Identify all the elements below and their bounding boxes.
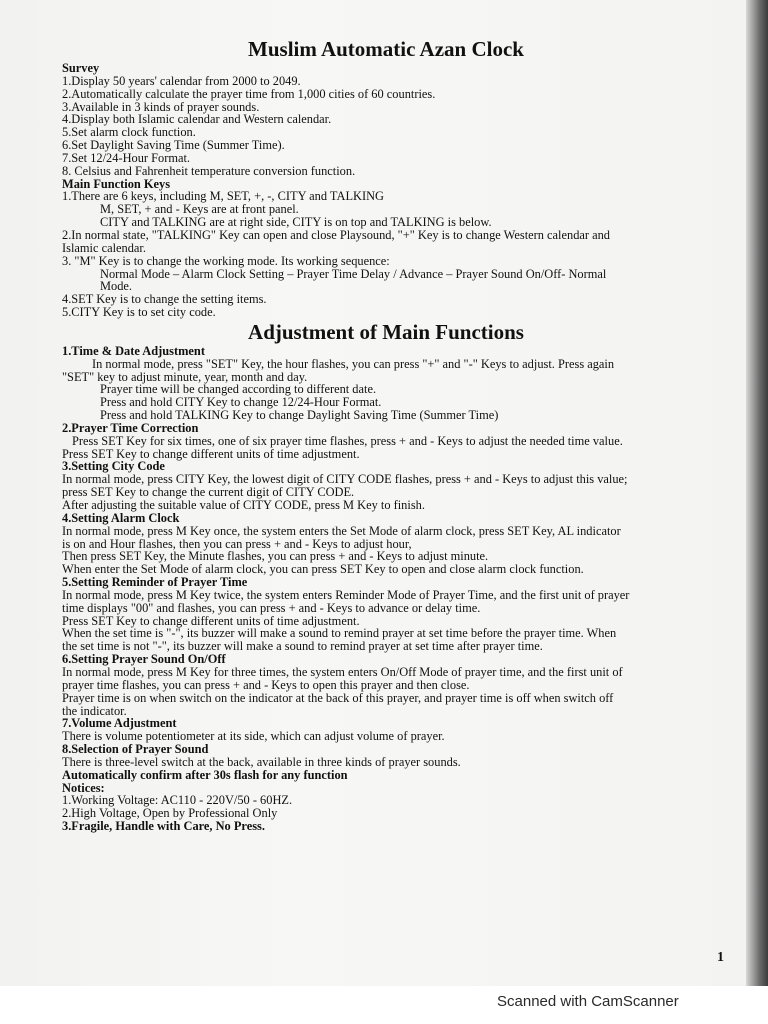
section-line: Press SET Key to change different units of time adjustment. [62, 446, 360, 461]
document-body [62, 36, 710, 833]
section-heading: 7.Volume Adjustment [62, 716, 177, 731]
survey-item: 3.Available in 3 kinds of prayer sounds. [62, 99, 260, 114]
section-line: Press and hold TALKING Key to change Daylight Saving Time (Summer Time) [100, 408, 499, 423]
survey-heading: Survey [62, 61, 100, 75]
adjustment-title: Adjustment of Main Functions [248, 319, 524, 344]
survey-item: 6.Set Daylight Saving Time (Summer Time). [62, 138, 285, 153]
section-line: prayer time flashes, you can press + and - Keys to open this prayer and then close. [62, 677, 470, 692]
keys-line: 1.There are 6 keys, including M, SET, +, -, CITY and TALKING [62, 189, 384, 204]
section-line: After adjusting the suitable value of CITY CODE, press M Key to finish. [62, 498, 425, 512]
section-line: the indicator. [62, 703, 127, 718]
survey-item: 5.Set alarm clock function. [62, 125, 196, 140]
section-line: Press SET Key to change different units of time adjustment. [62, 613, 360, 628]
section-line: When the set time is "-", its buzzer will make a sound to remind prayer at set time before the prayer time. When [62, 626, 617, 641]
section-line: There is three-level switch at the back, available in three kinds of prayer sounds. [62, 754, 461, 769]
main-keys-heading: Main Function Keys [62, 176, 171, 191]
section-heading: 2.Prayer Time Correction [62, 420, 199, 435]
keys-line: 4.SET Key is to change the setting items. [62, 292, 267, 307]
keys-line: Normal Mode – Alarm Clock Setting – Prayer Time Delay / Advance – Prayer Sound On/Off- Normal [100, 266, 607, 281]
section-heading: 6.Setting Prayer Sound On/Off [62, 652, 226, 667]
survey-item: 1.Display 50 years' calendar from 2000 to 2049. [62, 73, 301, 88]
section-line: In normal mode, press M Key once, the system enters the Set Mode of alarm clock, press SET Key, AL indicator [62, 523, 621, 538]
section-line: "SET" key to adjust minute, year, month and day. [62, 369, 308, 384]
notice-item: 1.Working Voltage: AC110 - 220V/50 - 60HZ. [62, 793, 293, 808]
section-line: Then press SET Key, the Minute flashes, you can press + and - Keys to adjust minute. [62, 549, 489, 564]
section-line: There is volume potentiometer at its side, which can adjust volume of prayer. [62, 729, 445, 744]
keys-line: M, SET, + and - Keys are at front panel. [100, 202, 299, 217]
survey-item: 7.Set 12/24-Hour Format. [62, 150, 191, 165]
notice-item: 2.High Voltage, Open by Professional Only [62, 806, 278, 821]
section-line: In normal mode, press M Key twice, the system enters Reminder Mode of Prayer Time, and the first unit of prayer [62, 587, 630, 602]
section-line: the set time is not "-", its buzzer will make a sound to remind prayer at set time after prayer time. [62, 639, 543, 654]
section-line: In normal mode, press M Key for three times, the system enters On/Off Mode of prayer time, and the first unit of [62, 664, 623, 679]
auto-confirm-note: Automatically confirm after 30s flash for any function [62, 767, 348, 782]
section-line: is on and Hour flashes, then you can press + and - Keys to adjust hour, [62, 536, 412, 551]
section-heading: 1.Time & Date Adjustment [62, 343, 205, 358]
section-line: press SET Key to change the current digit of CITY CODE. [62, 485, 355, 500]
section-heading: 4.Setting Alarm Clock [62, 510, 180, 525]
notices-heading: Notices: [62, 780, 105, 795]
section-line: Prayer time will be changed according to different date. [100, 382, 377, 397]
section-heading: 8.Selection of Prayer Sound [62, 742, 209, 757]
section-line: In normal mode, press CITY Key, the lowest digit of CITY CODE flashes, press + and - Keys to adjust this value; [62, 472, 628, 487]
notice-item: 3.Fragile, Handle with Care, No Press. [62, 819, 265, 834]
section-heading: 5.Setting Reminder of Prayer Time [62, 575, 248, 590]
page-edge-shadow [746, 0, 768, 1024]
survey-item: 2.Automatically calculate the prayer time from 1,000 cities of 60 countries. [62, 86, 436, 101]
survey-item: 4.Display both Islamic calendar and Western calendar. [62, 112, 332, 127]
keys-line: 2.In normal state, "TALKING" Key can open and close Playsound, "+" Key is to change Western calendar and [62, 227, 610, 242]
keys-line: CITY and TALKING are at right side, CITY is on top and TALKING is below. [100, 215, 492, 230]
section-heading: 3.Setting City Code [62, 459, 165, 474]
section-line: Prayer time is on when switch on the indicator at the back of this prayer, and prayer time is off when switch off [62, 690, 614, 705]
keys-line: 5.CITY Key is to set city code. [62, 305, 216, 320]
section-line: In normal mode, press "SET" Key, the hour flashes, you can press "+" and "-" Keys to adjust. Press again [92, 356, 615, 371]
keys-line: Mode. [100, 279, 133, 294]
section-line: time displays "00" and flashes, you can press + and - Keys to advance or delay time. [62, 600, 481, 615]
camscanner-watermark: Scanned with CamScanner [497, 993, 679, 1010]
keys-line: 3. "M" Key is to change the working mode. Its working sequence: [62, 253, 390, 268]
keys-line: Islamic calendar. [62, 240, 146, 255]
document-title: Muslim Automatic Azan Clock [248, 37, 524, 61]
section-line: Press and hold CITY Key to change 12/24-Hour Format. [100, 395, 382, 410]
section-line: When enter the Set Mode of alarm clock, you can press SET Key to open and close alarm clock function. [62, 562, 584, 577]
section-line: Press SET Key for six times, one of six prayer time flashes, press + and - Keys to adjust the needed time value. [72, 433, 623, 448]
page-number: 1 [717, 950, 724, 965]
survey-item: 8. Celsius and Fahrenheit temperature conversion function. [62, 163, 356, 178]
